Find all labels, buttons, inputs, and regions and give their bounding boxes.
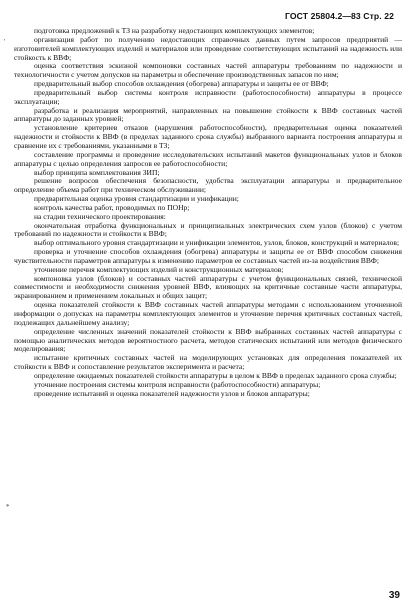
paragraph: уточнение построения системы контроля исправности (работоспособности) аппаратуры; — [34, 379, 321, 389]
document-body — [14, 27, 402, 398]
paragraph: выбор принципа комплектования ЗИП; — [34, 167, 160, 177]
margin-mark: * — [6, 503, 10, 511]
margin-mark: ' — [4, 38, 6, 46]
paragraph: предварительный выбор способов охлаждения (обогрева) аппаратуры и защиты ее от ВВФ; — [34, 79, 329, 89]
paragraph: составление программы и проведение исследовательских испытаний макетов функциональных узлов и блоков аппаратуры с целью определения запросов ее работоспособности; — [14, 149, 402, 168]
paragraph: уточнение перечня комплектующих изделий и конструкционных материалов; — [34, 264, 284, 274]
paragraph: решение вопросов обеспечения безопасности, удобства эксплуатации аппаратуры и предварительное определение объема работ при техническом обслуживании; — [14, 176, 402, 195]
paragraph: проведение испытаний и оценка показателей надежности узлов и блоков аппаратуры; — [34, 388, 310, 398]
paragraph: установление критериев отказов (нарушения работоспособности), предварительная оценка показателей надежности и стойкости к ВВФ (в пределах заданного срока службы) выбранного варианта построения аппаратуры и сравнение их с требованиями, указанными в ТЗ; — [14, 123, 402, 150]
paragraph: оценка соответствия эскизной компоновки составных частей аппаратуры требованиям по надежности и технологичности с учетом допусков на параметры и обеспечение производственных запасов по ним; — [14, 61, 402, 80]
paragraph: организация работ по получению недостающих справочных данных путем запросов предприятий — изготовителей комплектующих изделий и материалов или проведение соответствующих испытаний на надежность или стойкость к ВВФ; — [14, 34, 402, 62]
page-header: ГОСТ 25804.2—83 Стр. 22 — [285, 11, 394, 21]
paragraph: контроль качества работ, проводимых по ПОНр; — [34, 202, 190, 212]
page-number: 39 — [388, 590, 400, 601]
paragraph: определение численных значений показателей стойкости к ВВФ выбранных составных частей аппаратуры с помощью аналитических методов вероятностного расчета, методов статических испытаний или методов физического моделирования; — [14, 326, 402, 354]
paragraph: подготовка предложений к ТЗ на разработку недостающих комплектующих элементов; — [34, 26, 315, 35]
paragraph: выбор оптимального уровня стандартизации и унификации элементов, узлов, блоков, конструкций и материалов; — [34, 238, 400, 248]
paragraph: предварительный выбор системы контроля исправности (работоспособности) аппаратуры в процессе эксплуатации; — [14, 87, 402, 106]
paragraph: проверка и уточнение способов охлаждения (обогрева) аппаратуры и защиты ее от ВВФ способом снижения чувствительности параметров аппаратуры к изменению параметров ее составных частей из-за воздействия ВВФ; — [14, 247, 402, 265]
paragraph: оценка показателей стойкости к ВВФ составных частей аппаратуры методами с использованием уточненной информации о допусках на параметры комплектующих элементов и уточнение перечня критичных составных частей, подлежащих дальнейшему анализу; — [14, 300, 402, 327]
paragraph: испытание критичных составных частей на моделирующих установках для определения показателей их стойкости к ВВФ и сопоставление результатов эксперимента и расчета; — [14, 353, 402, 372]
paragraph: компоновка узлов (блоков) и составных частей аппаратуры с учетом функциональных связей, технической совместимости и необходимости снижения уровней ВВФ, влияющих на критичные составные части аппаратуры, экранированием и применением локальных и общих защит; — [14, 273, 402, 301]
paragraph: предварительная оценка уровня стандартизации и унификации; — [34, 194, 239, 204]
section-heading: на стадии технического проектирования: — [34, 211, 166, 221]
paragraph: окончательная отработка функциональных и принципиальных электрических схем узлов (блоков) с учетом требований по надежности и стойкости к ВВФ; — [14, 220, 402, 239]
paragraph: разработка и реализация мероприятий, направленных на повышение стойкости к ВВФ составных частей аппаратуры до заданных уровней; — [14, 105, 402, 124]
paragraph: определение ожидаемых показателей стойкости аппаратуры в целом к ВВФ в пределах заданного срока службы; — [34, 370, 397, 380]
